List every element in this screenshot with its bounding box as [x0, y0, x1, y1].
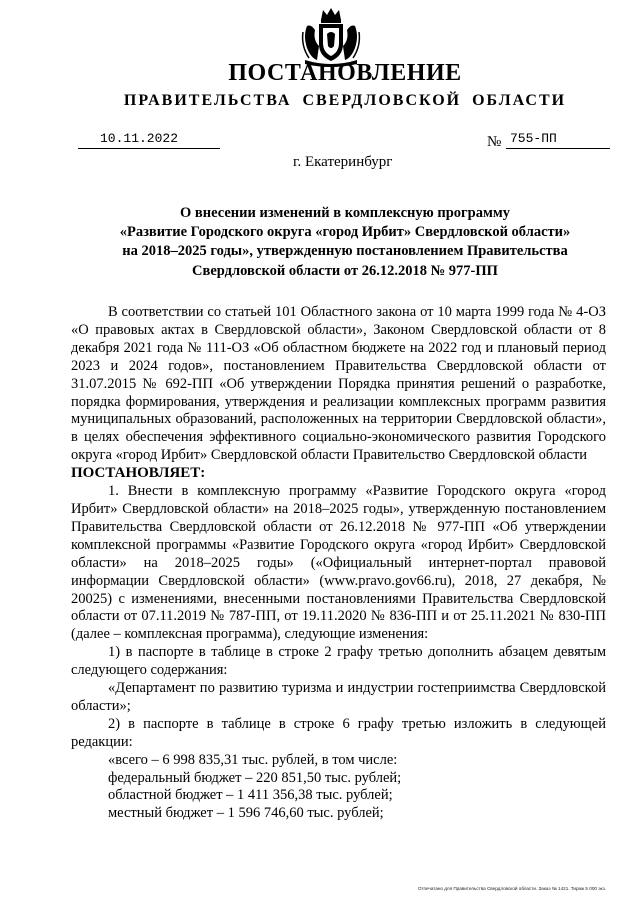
document-subtitle: ПРАВИТЕЛЬСТВА СВЕРДЛОВСКОЙ ОБЛАСТИ	[123, 92, 567, 109]
document-body	[71, 304, 606, 823]
document-date: 10.11.2022	[78, 130, 220, 149]
subpoint-1-paragraph: 1) в паспорте в таблице в строке 2 графу третью дополнить абзацем девятым следующего содержания:	[71, 644, 606, 679]
print-note: Отпечатано для Правительства Свердловской области. Заказ № 1421. Тираж 5 000 экз.	[417, 886, 606, 891]
decree-word: ПОСТАНОВЛЯЕТ:	[71, 465, 206, 482]
heading-line: О внесении изменений в комплексную программу	[180, 205, 510, 221]
heading-line: на 2018–2025 годы», утвержденную постановлением Правительства	[122, 243, 568, 260]
quote-1-paragraph: «Департамент по развитию туризма и индустрии гостеприимства Свердловской области»;	[71, 680, 606, 714]
point-1-paragraph: 1. Внести в комплексную программу «Развитие Городского округа «город Ирбит» Свердловской области» на 2018–2025 годы», утвержденную постановлением Правительства Свердловской области от 26.12.2018 № 977-ПП «Об утверждении комплексной программы «Развитие Городского округа «город Ирбит» Свердловской области» на 2018–2025 годы» («Официальный интернет-портал правовой информации Свердловской области» (www.pravo.gov66.ru), 2018, 27 декабря, № 20025) с изменениями, внесенными постановлениями Правительства Свердловской области от 07.11.2019 № 787-ПП, от 19.11.2020 № 836-ПП и от 25.11.2021 № 830-ПП (далее – комплексная программа), следующие изменения:	[71, 483, 606, 643]
budget-line: местный бюджет – 1 596 746,60 тыс. рублей;	[108, 805, 384, 822]
document-heading	[80, 204, 610, 281]
heading-line: «Развитие Городского округа «город Ирбит» Свердловской области»	[119, 224, 571, 241]
heading-line: Свердловской области от 26.12.2018 № 977-ПП	[192, 262, 498, 279]
sverdlovsk-coat-of-arms-icon	[299, 6, 363, 68]
number-sign: №	[487, 134, 502, 150]
document-city: г. Екатеринбург	[293, 154, 393, 170]
document-title: ПОСТАНОВЛЕНИЕ	[228, 60, 462, 86]
preamble-paragraph: В соответствии со статьей 101 Областного закона от 10 марта 1999 года № 4-ОЗ «О правовых актах в Свердловской области», Законом Свердловской области от 8 декабря 2021 года № 111-ОЗ «Об областном бюджете на 2022 год и плановый период 2023 и 2024 годов», постановлением Правительства Свердловской области от 31.07.2015 № 692-ПП «Об утверждении Порядка принятия решений о разработке, порядка формирования, утверждения и реализации комплексных программ развития муниципальных образований, расположенных на территории Свердловской области», в целях обеспечения эффективного социально-экономического развития Городского округа «город Ирбит» Свердловской области Правительство Свердловской области	[71, 304, 606, 464]
document-number: 755-ПП	[506, 130, 610, 149]
budget-line: областной бюджет – 1 411 356,38 тыс. рублей;	[108, 787, 393, 804]
budget-line: «всего – 6 998 835,31 тыс. рублей, в том числе:	[108, 751, 398, 768]
subpoint-2-paragraph: 2) в паспорте в таблице в строке 6 графу третью изложить в следующей редакции:	[71, 715, 606, 750]
budget-line: федеральный бюджет – 220 851,50 тыс. рублей;	[108, 769, 402, 786]
